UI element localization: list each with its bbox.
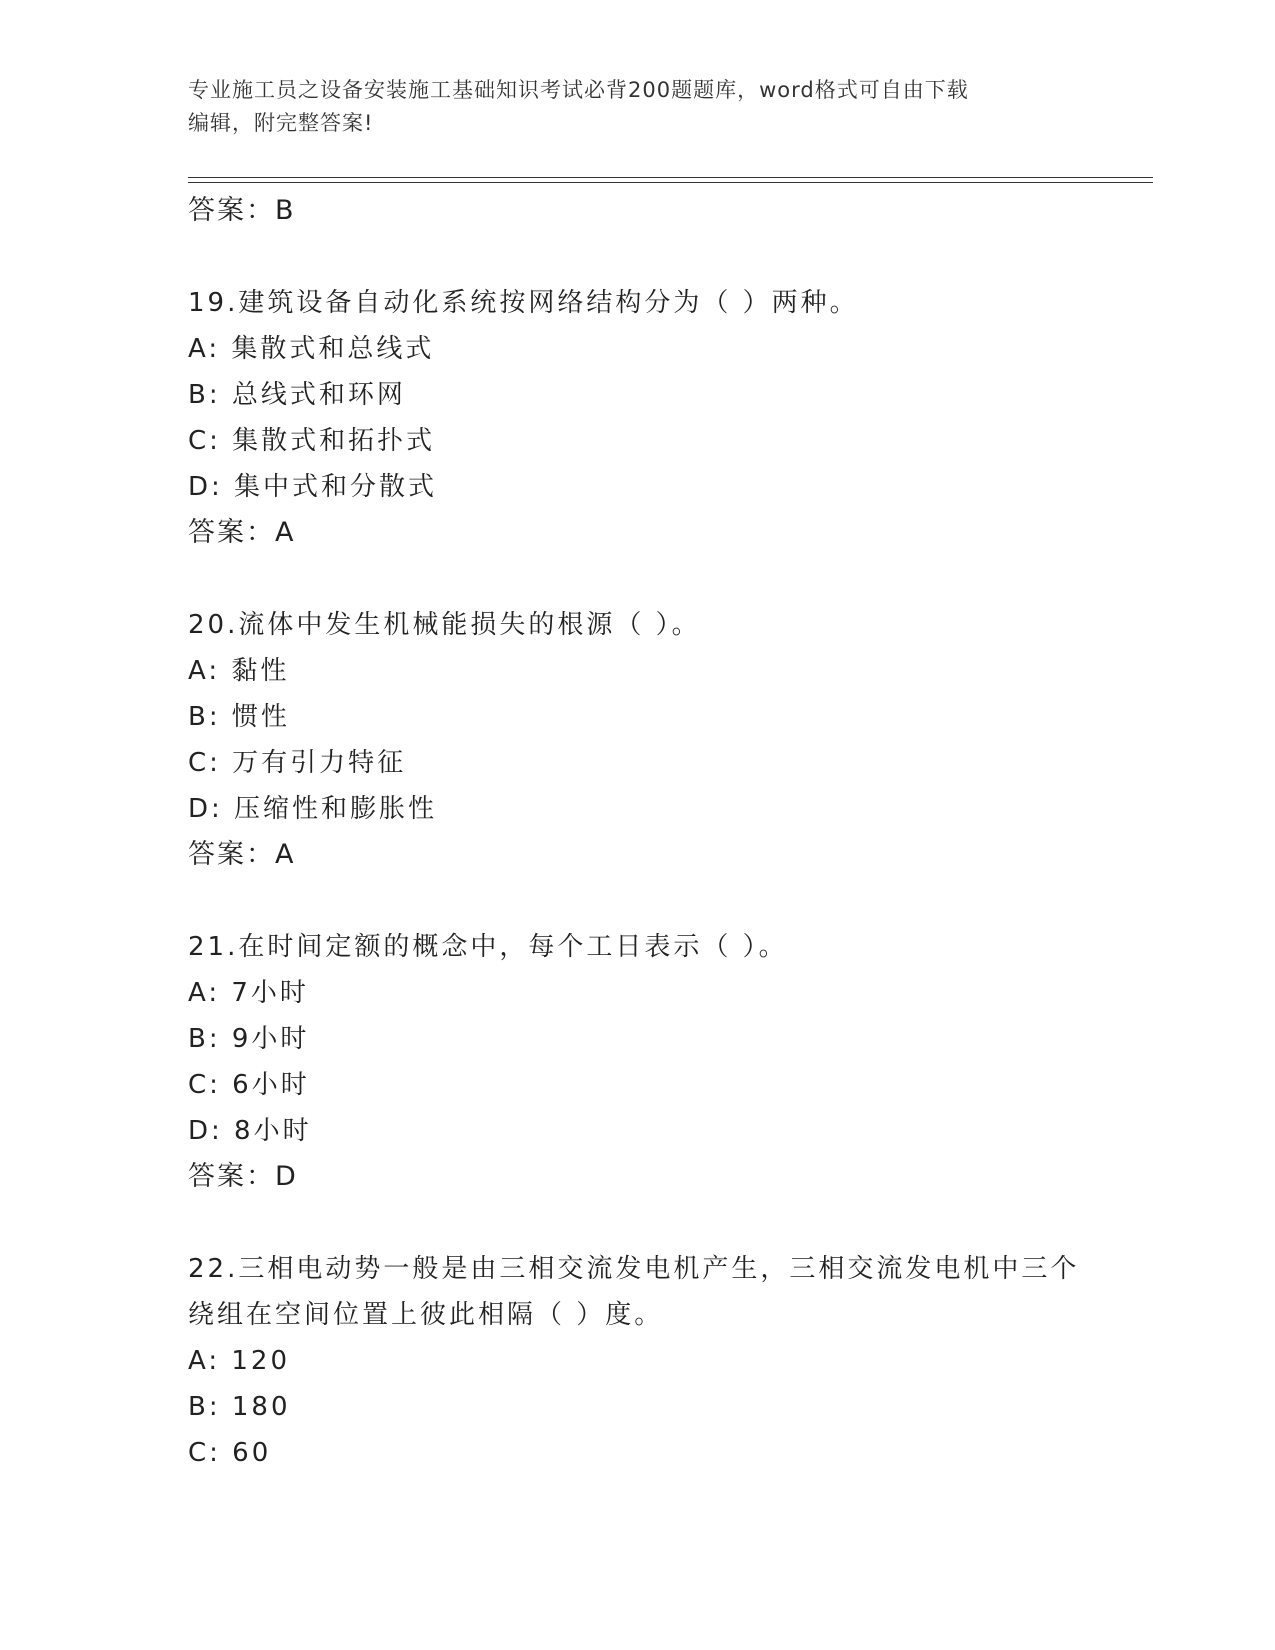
spacer <box>188 234 1088 280</box>
answer-line: 答案：B <box>188 195 296 226</box>
spacer <box>188 878 1088 924</box>
option-a: A: 集散式和总线式 <box>188 334 435 364</box>
option-d: D: 集中式和分散式 <box>188 472 438 502</box>
option-c: C: 万有引力特征 <box>188 748 407 778</box>
header-divider-bottom <box>188 182 1153 183</box>
header-title-line-2: 编辑，附完整答案! <box>188 111 374 135</box>
option-d: D: 压缩性和膨胀性 <box>188 794 438 824</box>
option-c: C: 6小时 <box>188 1070 310 1100</box>
option-b: B: 总线式和环网 <box>188 380 406 410</box>
document-header <box>188 74 1068 140</box>
option-b: B: 9小时 <box>188 1024 310 1054</box>
answer-line: 答案：D <box>188 1161 298 1192</box>
option-c: C: 集散式和拓扑式 <box>188 426 436 456</box>
question-text-line-2: 绕组在空间位置上彼此相隔（ ）度。 <box>188 1300 664 1330</box>
question-text: 21.在时间定额的概念中，每个工日表示（ ）。 <box>188 932 788 962</box>
header-title-line-1: 专业施工员之设备安装施工基础知识考试必背200题题库，word格式可自由下载 <box>188 78 969 102</box>
option-a: A: 7小时 <box>188 978 309 1008</box>
question-text-line-1: 22.三相电动势一般是由三相交流发电机产生，三相交流发电机中三个 <box>188 1254 1080 1284</box>
question-block <box>188 280 1088 556</box>
question-text: 19.建筑设备自动化系统按网络结构分为（ ）两种。 <box>188 288 859 318</box>
question-list <box>188 188 1088 1476</box>
option-a: A: 120 <box>188 1346 290 1376</box>
answer-line: 答案：A <box>188 517 296 548</box>
option-a: A: 黏性 <box>188 656 290 686</box>
option-c: C: 60 <box>188 1438 272 1468</box>
spacer <box>188 1200 1088 1246</box>
question-block <box>188 924 1088 1200</box>
option-b: B: 惯性 <box>188 702 290 732</box>
option-b: B: 180 <box>188 1392 291 1422</box>
question-text: 20.流体中发生机械能损失的根源（ ）。 <box>188 610 701 640</box>
question-block <box>188 1246 1088 1476</box>
question-block <box>188 602 1088 878</box>
header-divider-top <box>188 177 1153 178</box>
answer-line: 答案：A <box>188 839 296 870</box>
option-d: D: 8小时 <box>188 1116 312 1146</box>
spacer <box>188 556 1088 602</box>
